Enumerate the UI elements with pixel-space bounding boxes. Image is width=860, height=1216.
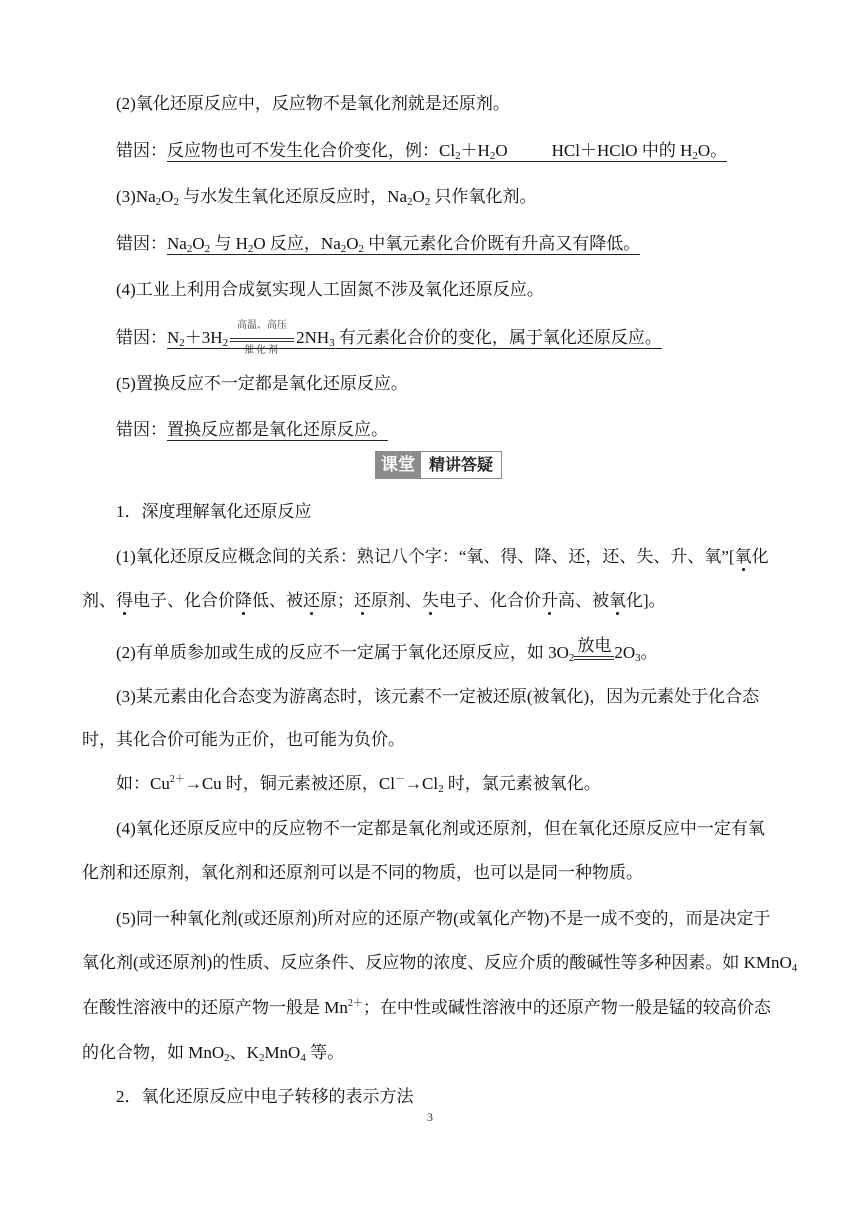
p5-line2: 氧化剂(或还原剂)的性质、反应条件、反应物的浓度、反应介质的酸碱性等多种因素。如 KMnO$_4$ [82,953,798,974]
error-3: 错因：$Na_2O_2$ 与 $H_2O$ 反应，$Na_2O_2$ 中氧元素化合价既有升高又有降低。 [116,234,641,255]
p1-line2: 剂、得电子、化合价降低、被还原；还原剂、失电子、化合价升高、被氧化]。 [82,591,666,610]
p1-line1: (1)氧化还原反应概念间的关系：熟记八个字：“氧、得、降、还，还、失、升、氧”[氧化 [116,547,769,566]
p4-line1: (4)氧化还原反应中的反应物不一定都是氧化剂或还原剂，但在氧化还原反应中一定有氧 [116,819,765,838]
p3-line2: 时，其化合价可能为正价，也可能为负价。 [82,730,405,749]
section2-heading: 2．氧化还原反应中电子转移的表示方法 [116,1087,414,1106]
p3-example: 如：$Cu^{2+}\to Cu$ 时，铜元素被还原，$Cl^-\to Cl_2$ 时，氯元素被氧化。 [116,774,601,795]
section1-heading: 1．深度理解氧化还原反应 [116,502,312,521]
section-banner [375,451,502,479]
banner-right: 精讲答疑 [421,451,502,479]
p3-line1: (3)某元素由化合态变为游离态时，该元素不一定被还原(被氧化)，因为元素处于化合态 [116,687,760,706]
banner-left: 课堂 [375,451,421,479]
error-5: 错因：置换反应都是氧化还原反应。 [116,420,388,439]
error-4: 错因：$N_2+3H_2$ 高温、高压 催化剂 $2NH_3$ 有元素化合价的变化，属于氧化还原反应。 [116,320,662,357]
p4-line2: 化剂和还原剂，氧化剂和还原剂可以是不同的物质，也可以是同一种物质。 [82,863,643,882]
discharge-condition: 放电 [574,642,614,666]
p5-line4: 的化合物，如 MnO$_2$、$K_2MnO_4$ 等。 [82,1043,345,1064]
item-2: (2)氧化还原反应中，反应物不是氧化剂就是还原剂。 [116,94,510,113]
item-4: (4)工业上利用合成氨实现人工固氮不涉及氧化还原反应。 [116,280,544,299]
item-3: $(3)Na_2O_2$ 与水发生氧化还原反应时，$Na_2O_2$ 只作氧化剂。 [116,187,537,208]
p5-line1: (5)同一种氧化剂(或还原剂)所对应的还原产物(或氧化产物)不是一成不变的，而是决定于 [116,909,771,928]
item-5: (5)置换反应不一定都是氧化还原反应。 [116,374,408,393]
page-number: 3 [427,1110,433,1124]
p2: (2)有单质参加或生成的反应不一定属于氧化还原反应，如 $3O_2$ 放电 $2O_3$。 [116,641,816,666]
reaction-arrow: 高温、高压 催化剂 [230,327,294,351]
error-2: 错因：反应物也可不发生化合价变化，例：$Cl_2+H_2O$ HCl＋HClO 中的 $H_2O$。 [116,141,728,162]
p5-line3: 在酸性溶液中的还原产物一般是 $Mn^{2+}$；在中性或碱性溶液中的还原产物一般是锰的较高价态 [82,998,771,1017]
